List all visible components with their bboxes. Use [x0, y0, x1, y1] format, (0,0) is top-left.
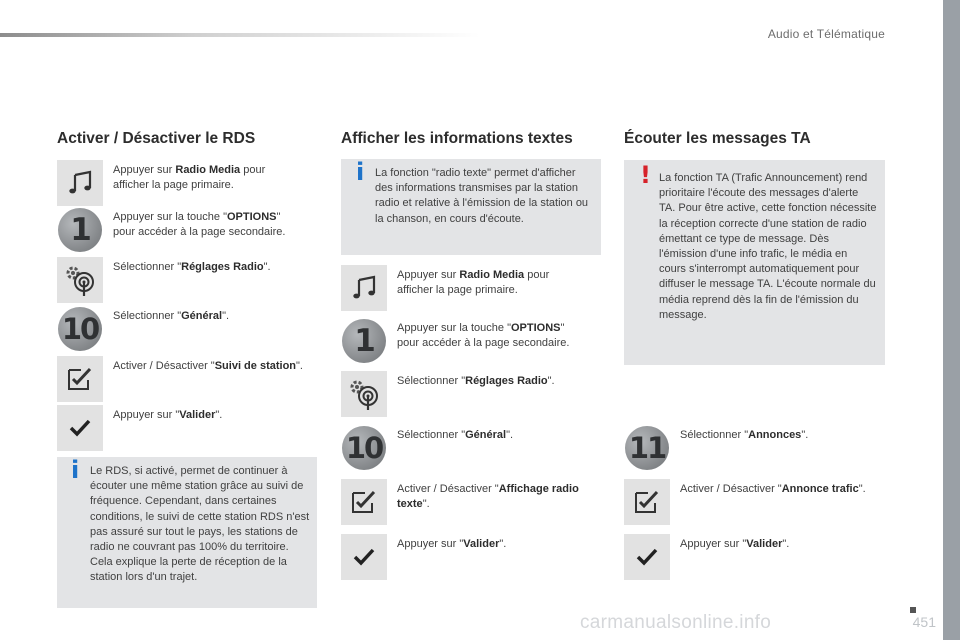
watermark: carmanualsonline.info	[580, 612, 772, 633]
toggle-edit-icon	[57, 356, 103, 402]
rds-step-4: 10 Sélectionner "Général".	[57, 306, 303, 352]
toggle-edit-icon	[341, 479, 387, 525]
step-number-1: 1	[57, 207, 103, 253]
info-icon: i	[71, 456, 80, 484]
page-marker	[910, 607, 916, 613]
checkmark-icon	[57, 405, 103, 451]
rds-step-3: Sélectionner "Réglages Radio".	[57, 257, 303, 303]
radio-text-info-text: La fonction "radio texte" permet d'afficher des informations transmises par la station radio et relative à l'émission de la station ou la chanson, en cours d'écoute.	[375, 167, 589, 225]
radio-text-info-box	[341, 159, 601, 255]
radio-text-step-5: Activer / Désactiver "Affichage radio texte".	[341, 479, 587, 525]
music-note-icon	[57, 160, 103, 206]
section-title-rds: Activer / Désactiver le RDS	[57, 130, 256, 147]
radio-text-step-1: Appuyer sur Radio Media pour afficher la page primaire.	[341, 265, 587, 311]
page-number: 451	[912, 614, 936, 630]
rds-info-text: Le RDS, si activé, permet de continuer à écouter une même station grâce au suivi de fréquence. Cependant, dans certaines conditions, le suivi de cette station RDS n'est pas assuré sur tout le pays, les stations de radio ne couvrant pas 100% du territoire. Cela explique la perte de réception de la station lors d'un trajet.	[90, 465, 310, 584]
settings-radio-icon	[341, 371, 387, 417]
ta-warning-box	[624, 160, 885, 365]
ta-step-2: Activer / Désactiver "Annonce trafic".	[624, 479, 870, 525]
step-number-11: 11	[624, 425, 670, 471]
section-title-radio-text: Afficher les informations textes	[341, 130, 573, 147]
rds-step-2: 1 Appuyer sur la touche "OPTIONS" pour accéder à la page secondaire.	[57, 207, 303, 253]
radio-text-step-4: 10 Sélectionner "Général".	[341, 425, 587, 471]
info-icon: i	[356, 158, 365, 186]
step-number-10: 10	[341, 425, 387, 471]
rds-step-6: Appuyer sur "Valider".	[57, 405, 303, 451]
step-number-10: 10	[57, 306, 103, 352]
radio-text-step-6: Appuyer sur "Valider".	[341, 534, 587, 580]
toggle-edit-icon	[624, 479, 670, 525]
rds-step-1: Appuyer sur Radio Media pour afficher la page primaire.	[57, 160, 303, 206]
top-gradient-bar	[0, 33, 480, 37]
checkmark-icon	[624, 534, 670, 580]
settings-radio-icon	[57, 257, 103, 303]
warning-icon: !	[640, 161, 651, 189]
section-title-ta: Écouter les messages TA	[624, 130, 811, 147]
radio-text-step-2: 1 Appuyer sur la touche "OPTIONS" pour accéder à la page secondaire.	[341, 318, 587, 364]
music-note-icon	[341, 265, 387, 311]
ta-warning-text: La fonction TA (Trafic Announcement) rend prioritaire l'écoute des messages d'alerte TA. Pour être active, cette fonction nécessite la réception correcte d'une station de radio émettant ce type de message. Dès l'émission d'une info trafic, le média en cours s'interrompt automatiquement pour diffuser le message TA. L'écoute normale du média reprend dès la fin de l'émission du message.	[659, 172, 877, 321]
rds-info-box	[57, 457, 317, 608]
radio-text-step-3: Sélectionner "Réglages Radio".	[341, 371, 587, 417]
right-edge-bar	[943, 0, 960, 640]
rds-step-5: Activer / Désactiver "Suivi de station".	[57, 356, 303, 402]
checkmark-icon	[341, 534, 387, 580]
ta-step-1: 11 Sélectionner "Annonces".	[624, 425, 870, 471]
page-header: Audio et Télématique	[767, 27, 885, 41]
step-number-1: 1	[341, 318, 387, 364]
ta-step-3: Appuyer sur "Valider".	[624, 534, 870, 580]
